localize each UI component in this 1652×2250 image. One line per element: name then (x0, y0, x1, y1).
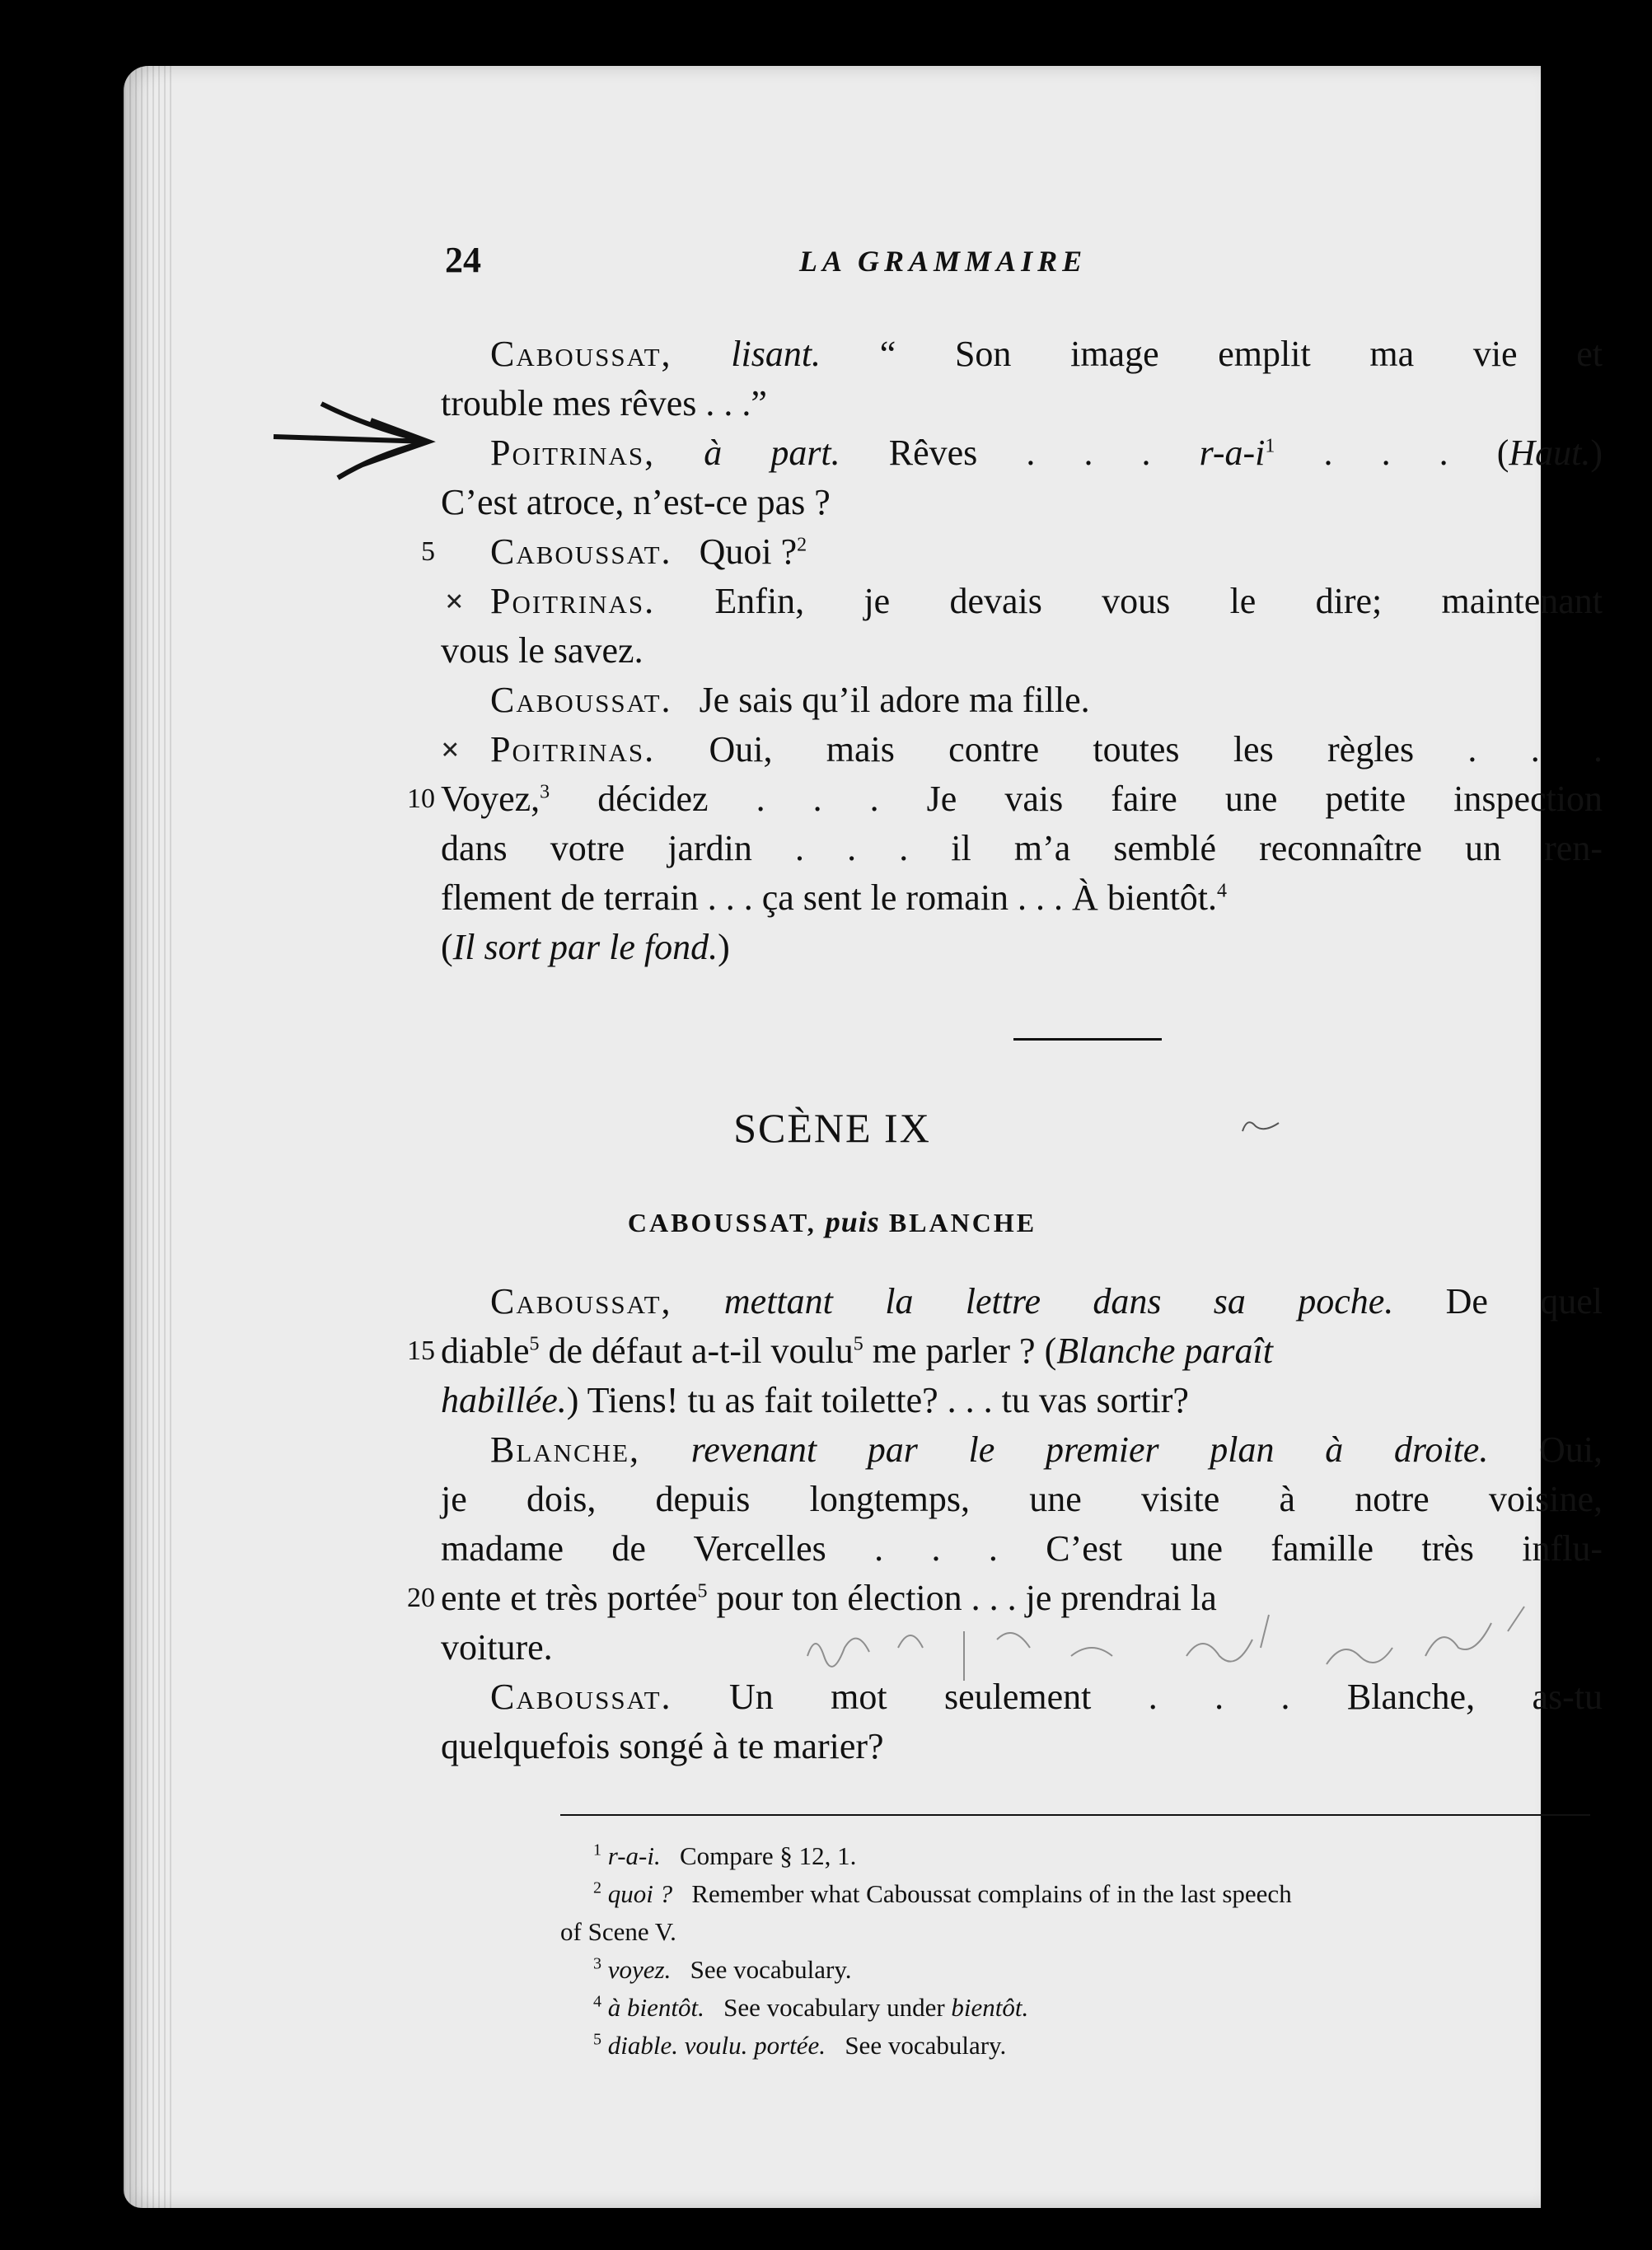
dialogue-line (441, 725, 1603, 774)
stage-direction: revenant par le premier plan à droite. (690, 1429, 1489, 1470)
dialogue-line (441, 527, 1652, 577)
arrow-icon (272, 395, 437, 486)
dialogue-line (441, 1475, 1603, 1524)
footnote-term: quoi ? (607, 1879, 673, 1908)
speaker-name: Poitrinas. (490, 581, 656, 621)
line-number: 5 (421, 536, 435, 567)
page-number: 24 (445, 240, 481, 280)
stage-direction: à part. (704, 433, 840, 473)
line-text: Je sais qu’il adore ma fille. (699, 680, 1090, 720)
line-text: ) Tiens! tu as fait toilette? . . . tu vas sortir? (566, 1380, 1189, 1420)
line-text: pour ton élection . . . je prendrai la (707, 1578, 1217, 1618)
dialogue-line (441, 1425, 1603, 1475)
line-text: Quoi ? (699, 531, 798, 572)
footnote-term: r-a-i. (607, 1841, 661, 1870)
line-text: . . . ( (1275, 433, 1509, 473)
footnote-number: 2 (593, 1878, 601, 1897)
line-text: “ Son image emplit ma vie et (879, 334, 1603, 374)
speaker-name: Poitrinas, (490, 433, 656, 473)
pencil-annotation-icon (799, 1598, 1541, 1697)
line-text: je dois, depuis longtemps, une visite à notre voisine, (441, 1479, 1603, 1519)
line-text: de défaut a-t-il voulu (539, 1331, 854, 1371)
footnote-ref: 1 (1265, 435, 1275, 457)
line-text: Un mot seulement . . . Blanche, as-tu (728, 1677, 1603, 1717)
footnote (560, 1989, 1623, 2027)
dialogue-line (441, 676, 1652, 725)
footnote-text: See vocabulary. (690, 1955, 852, 1984)
footnote-ref: 3 (540, 781, 550, 803)
line-text: ente et très portée (441, 1578, 698, 1618)
character-name: BLANCHE (888, 1208, 1037, 1237)
line-number: 15 (407, 1335, 435, 1366)
footnote-number: 1 (593, 1841, 601, 1859)
stage-direction: Blanche paraît (1056, 1331, 1273, 1371)
dialogue-line (441, 626, 1603, 676)
footnote-text: of Scene V. (560, 1917, 676, 1946)
line-text: Oui, mais contre toutes les règles . . . (709, 729, 1603, 769)
stage-direction: Il sort par le fond. (452, 927, 718, 967)
dialogue-line (441, 330, 1603, 379)
line-text: Rêves . . . (888, 433, 1200, 473)
character-connector: puis (825, 1205, 880, 1238)
dialogue-line (441, 1524, 1603, 1574)
scene-title: SCÈNE IX (733, 1105, 931, 1151)
dialogue-line (441, 478, 1603, 527)
line-text: Enfin, je devais vous le dire; maintenant (714, 581, 1603, 621)
line-text: Voyez, (441, 779, 541, 819)
dialogue-line (441, 1376, 1603, 1425)
line-text: De quel (1445, 1281, 1603, 1321)
footnote (560, 1951, 1623, 1989)
line-text: vous le savez. (441, 630, 643, 671)
speaker-name: Caboussat. (490, 680, 672, 720)
character-name: CABOUSSAT, (627, 1208, 817, 1237)
dialogue-line (441, 774, 1603, 824)
line-text: décidez . . . Je vais faire une petite inspection (550, 779, 1603, 819)
footnote-number: 5 (593, 2030, 601, 2049)
footnote-text: See vocabulary under (723, 1993, 945, 2022)
footnote (560, 2027, 1623, 2065)
footnote (560, 1837, 1623, 1875)
line-text: madame de Vercelles . . . C’est une famille très influ- (441, 1528, 1603, 1569)
footnote-ref: 5 (853, 1333, 863, 1355)
footnote-ref: 5 (529, 1333, 540, 1355)
footnote (560, 1875, 1623, 1913)
footnote-ref: 5 (697, 1580, 708, 1602)
line-text-italic: r-a-i (1199, 433, 1266, 473)
cross-mark-icon: × (445, 582, 464, 620)
cross-mark-icon: × (441, 731, 460, 768)
line-text: trouble mes rêves . . .” (441, 383, 767, 423)
line-text: quelquefois songé à te marier? (441, 1726, 884, 1766)
footnote-term: bientôt. (951, 1993, 1029, 2022)
speaker-name: Blanche, (490, 1429, 641, 1470)
line-text: ( (441, 927, 453, 967)
line-text: ) (1590, 433, 1603, 473)
dialogue-line (441, 577, 1603, 626)
stage-direction: mettant la lettre dans sa poche. (723, 1281, 1394, 1321)
line-text: Oui, (1539, 1429, 1603, 1470)
line-number: 20 (407, 1583, 435, 1613)
footnote-ref: 2 (797, 534, 807, 556)
line-text: ) (718, 927, 730, 967)
footnote-divider (560, 1814, 1590, 1816)
line-text: voiture. (441, 1627, 553, 1668)
dialogue-line (441, 1277, 1603, 1326)
line-text: dans votre jardin . . . il m’a semblé reconnaître un ren- (441, 828, 1603, 868)
footnote-term: diable. voulu. portée. (607, 2031, 826, 2060)
line-number: 10 (407, 784, 435, 814)
speaker-name: Caboussat, (490, 334, 672, 374)
footnote-number: 4 (593, 1992, 601, 2011)
footnote-number: 3 (593, 1954, 601, 1973)
dialogue-line (441, 428, 1603, 478)
dialogue-line (441, 923, 1603, 972)
dialogue-line (441, 873, 1603, 923)
page-header (124, 239, 1541, 288)
dialogue-line (441, 824, 1603, 873)
stage-direction: Haut. (1509, 433, 1591, 473)
pencil-mark-icon (1236, 1108, 1285, 1141)
book-page (124, 66, 1603, 2208)
speaker-name: Caboussat, (490, 1281, 672, 1321)
scene-characters (124, 1205, 1541, 1239)
running-head: LA GRAMMAIRE (799, 245, 1088, 278)
section-divider (1013, 1038, 1162, 1041)
dialogue-line (441, 1326, 1603, 1376)
footnote-ref: 4 (1217, 880, 1228, 902)
dialogue-line (441, 1722, 1603, 1771)
stage-direction: habillée. (441, 1380, 567, 1420)
footnote-text: Remember what Caboussat complains of in the last speech (691, 1879, 1292, 1908)
speaker-name: Caboussat. (490, 1677, 672, 1717)
line-text: flement de terrain . . . ça sent le romain . . . À bientôt. (441, 877, 1218, 918)
speaker-name: Poitrinas. (490, 729, 656, 769)
line-text: me parler ? ( (863, 1331, 1057, 1371)
footnote-text: See vocabulary. (845, 2031, 1007, 2060)
footnote-continuation (560, 1913, 1590, 1951)
line-text: C’est atroce, n’est-ce pas ? (441, 482, 831, 522)
line-text: diable (441, 1331, 530, 1371)
stage-direction: lisant. (731, 334, 821, 374)
dialogue-line (441, 379, 1603, 428)
footnote-term: voyez. (607, 1955, 672, 1984)
footnote-term: à bientôt. (607, 1993, 704, 2022)
footnote-text: Compare § 12, 1. (679, 1841, 857, 1870)
speaker-name: Caboussat. (490, 531, 672, 572)
